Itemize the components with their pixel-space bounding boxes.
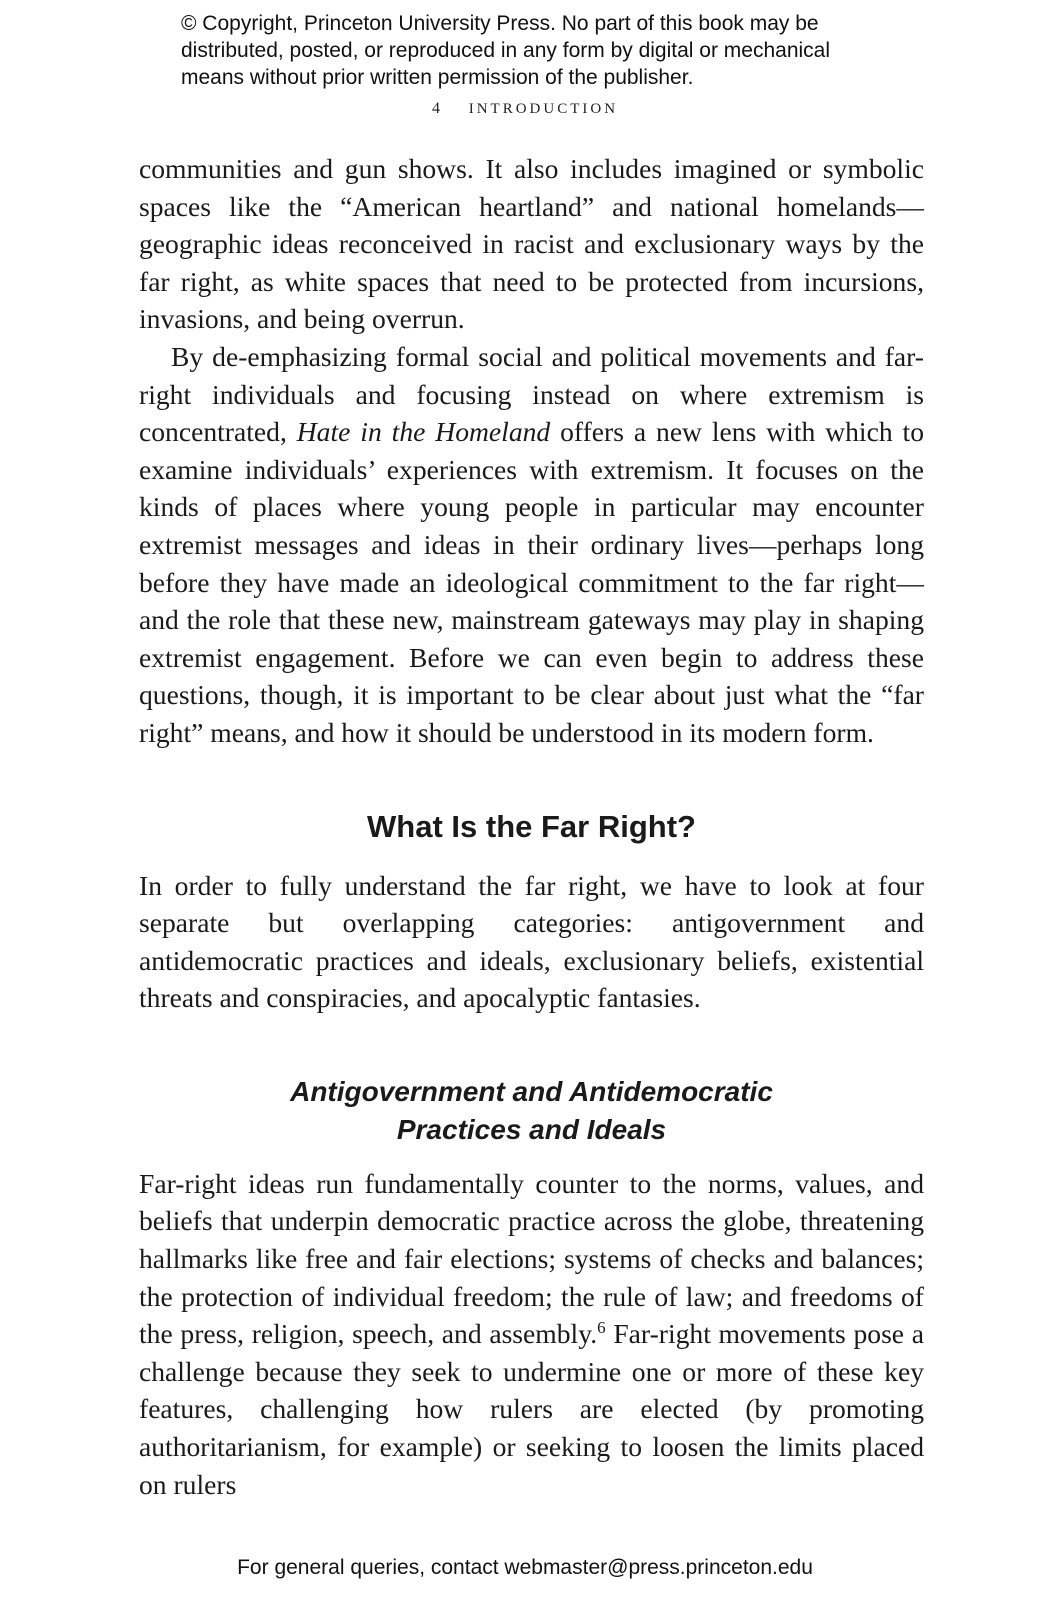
copyright-line: © Copyright, Princeton University Press. No part of this book may be	[181, 12, 819, 35]
footnote-reference[interactable]: 6	[597, 1318, 606, 1338]
paragraph: communities and gun shows. It also includes imagined or symbolic spaces like the “American heartland” and national homelands—geographic ideas reconceived in racist and exclusionary ways by the far right, as white spaces that need to be protected from incursions, invasions, and being overrun.	[139, 153, 924, 335]
footer-contact: For general queries, contact webmaster@press.princeton.edu	[237, 1556, 813, 1579]
subsection-heading	[139, 1073, 924, 1149]
copyright-line: distributed, posted, or reproduced in any form by digital or mechanical	[181, 39, 831, 62]
paragraph-text: offers a new lens with which to examine individuals’ experiences with extremism. It focuses on the kinds of places where young people in particular may encounter extremist messages and ideas in their ordinary lives—perhaps long before they have made an ideological commitment to the far right—and the role that these new, mainstream gateways may play in shaping extremist engagement. Before we can even begin to address these questions, though, it is important to be clear about just what the “far right” means, and how it should be understood in its modern form.	[139, 416, 924, 748]
page-body	[139, 150, 924, 1503]
paragraph	[139, 338, 924, 752]
paragraph-text: Far-right ideas run fundamentally counter to the norms, values, and beliefs that underpin democratic practice across the globe, threatening hallmarks like free and fair elections; systems of checks and balances; the protection of individual freedom; the rule of law; and freedoms of the press, religion, speech, and assembly.	[139, 1167, 924, 1350]
subsection-heading-line: Antigovernment and Antidemocratic	[290, 1075, 773, 1107]
book-title: Hate in the Homeland	[296, 416, 551, 448]
paragraph	[139, 1165, 924, 1503]
subsection-heading-line: Practices and Ideals	[396, 1113, 667, 1145]
running-head-section: INTRODUCTION	[468, 101, 619, 117]
copyright-notice	[181, 10, 901, 91]
copyright-line: means without prior written permission of the publisher.	[181, 66, 694, 89]
paragraph: In order to fully understand the far right, we have to look at four separate but overlapping categories: antigovernment and antidemocratic practices and ideals, exclusionary beliefs, existential threats and conspiracies, and apocalyptic fantasies.	[139, 869, 924, 1014]
running-head	[0, 100, 1050, 118]
paragraph-text: Far-right movements pose a challenge because they seek to undermine one or more of these key features, challenging how rulers are elected (by promoting authoritarianism, for example) or seeking to loosen the limits placed on rulers	[139, 1318, 924, 1500]
paragraph-text: By de-emphasizing formal social and political movements and far-right individuals and focusing instead on where extremism is concentrated,	[139, 340, 924, 448]
page-number: 4	[431, 100, 440, 117]
section-heading: What Is the Far Right?	[367, 808, 696, 844]
